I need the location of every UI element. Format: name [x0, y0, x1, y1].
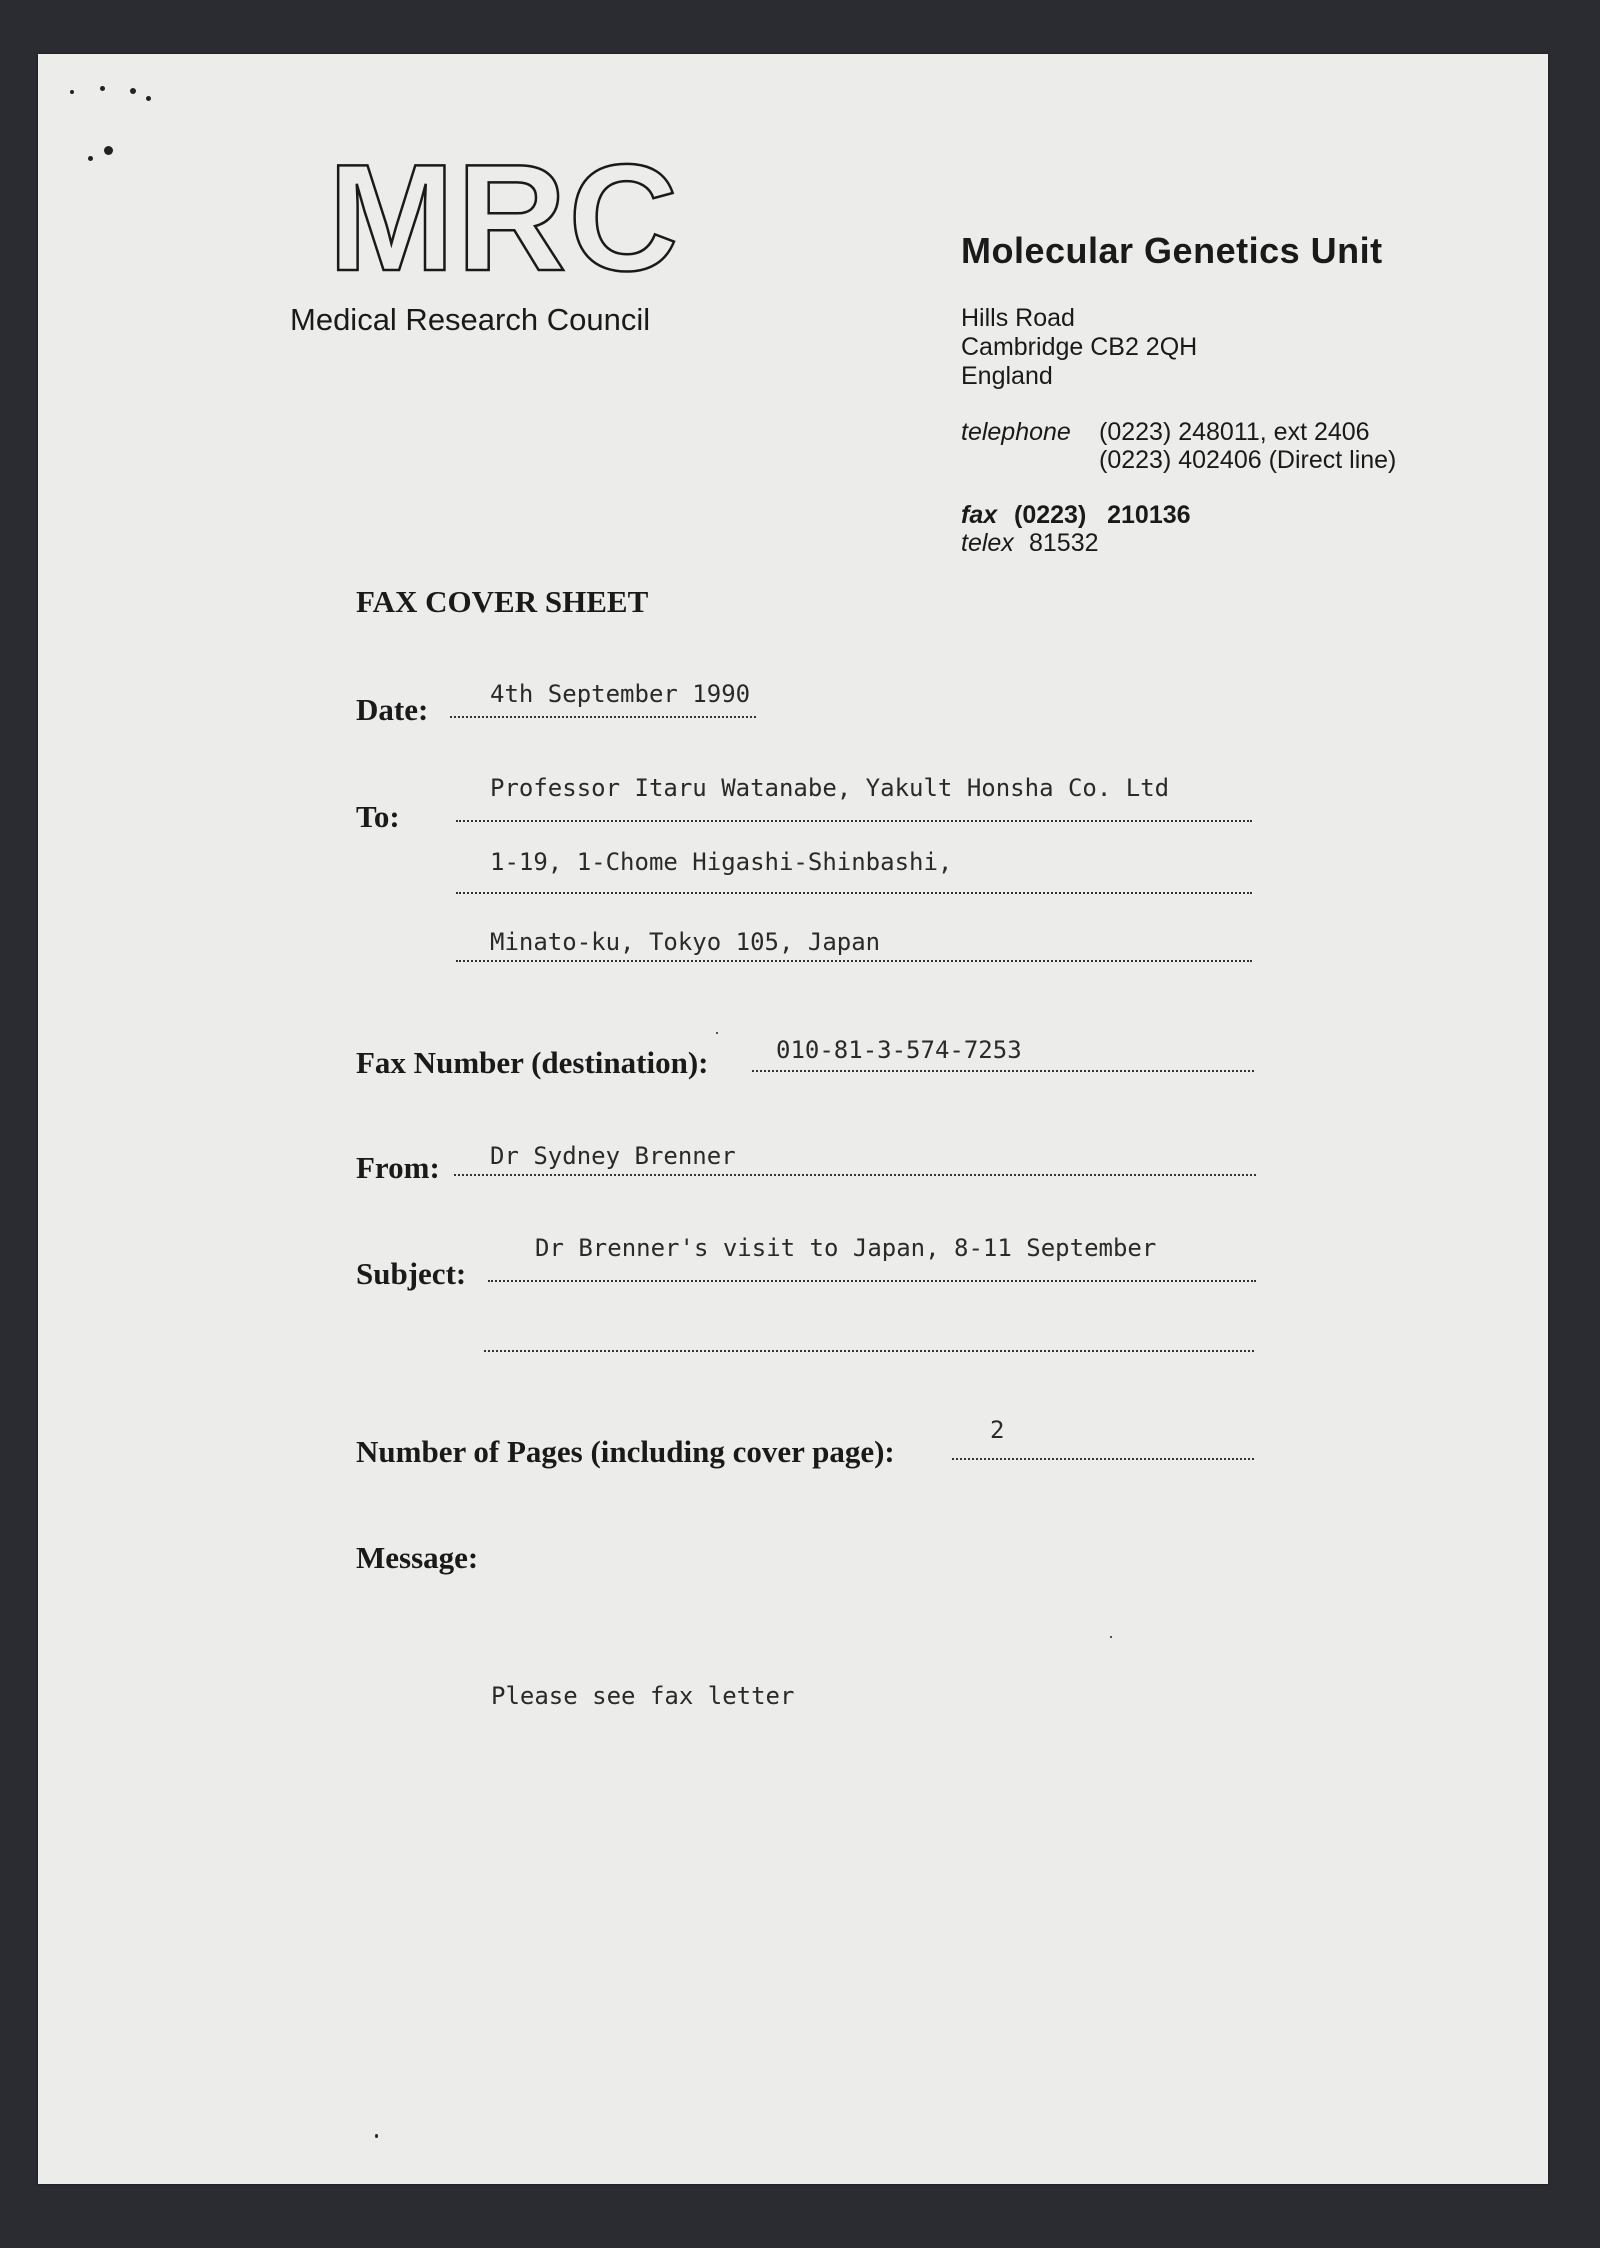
telephone-label: telephone	[961, 418, 1071, 446]
ink-speck	[104, 146, 113, 155]
mrc-logo: MRC	[328, 133, 681, 303]
to-field-line-1	[456, 820, 1252, 822]
fax-cover-sheet	[38, 54, 1548, 2184]
ink-speck	[100, 86, 105, 91]
pages-value: 2	[990, 1416, 1005, 1444]
from-field-line	[454, 1174, 1256, 1176]
message-label: Message:	[356, 1540, 479, 1575]
ink-speck	[88, 156, 93, 161]
subject-value: Dr Brenner's visit to Japan, 8-11 September	[535, 1234, 1157, 1262]
address-line-2: Cambridge CB2 2QH	[961, 333, 1198, 361]
address-line-3: England	[961, 362, 1053, 390]
date-value: 4th September 1990	[490, 680, 751, 708]
pages-label: Number of Pages (including cover page):	[356, 1434, 895, 1469]
unit-title: Molecular Genetics Unit	[961, 230, 1383, 271]
form-title: FAX COVER SHEET	[356, 584, 649, 619]
telephone-number-2: (0223) 402406 (Direct line)	[1099, 446, 1397, 474]
telex-number: 81532	[1029, 529, 1099, 557]
to-field-line-2	[456, 892, 1252, 894]
subject-field-line-2	[484, 1350, 1254, 1352]
from-label: From:	[356, 1150, 440, 1185]
ink-speck	[130, 88, 136, 94]
ink-speck	[1110, 1636, 1112, 1638]
message-value: Please see fax letter	[491, 1682, 795, 1710]
ink-speck	[716, 1032, 718, 1034]
to-line-1: Professor Itaru Watanabe, Yakult Honsha Co. Ltd	[490, 774, 1170, 802]
date-label: Date:	[356, 692, 429, 727]
to-line-3: Minato-ku, Tokyo 105, Japan	[490, 928, 881, 956]
fax-number-label: Fax Number (destination):	[356, 1045, 709, 1080]
pages-field-line	[952, 1458, 1254, 1460]
to-field-line-3	[456, 960, 1252, 962]
ink-speck	[375, 2134, 378, 2138]
telephone-number-1: (0223) 248011, ext 2406	[1099, 418, 1370, 446]
telex-label: telex	[961, 529, 1014, 557]
subject-label: Subject:	[356, 1256, 467, 1291]
from-value: Dr Sydney Brenner	[490, 1142, 736, 1170]
subject-field-line-1	[488, 1280, 1256, 1282]
ink-speck	[70, 90, 74, 94]
to-label: To:	[356, 799, 400, 834]
date-field-line	[450, 716, 756, 718]
address-line-1: Hills Road	[961, 304, 1075, 332]
to-line-2: 1-19, 1-Chome Higashi-Shinbashi,	[490, 848, 953, 876]
fax-header-number: (0223) 210136	[1014, 501, 1191, 529]
fax-number-value: 010-81-3-574-7253	[776, 1036, 1022, 1064]
ink-speck	[146, 96, 151, 101]
organisation-name: Medical Research Council	[290, 302, 651, 337]
fax-label: fax	[961, 501, 998, 529]
fax-number-field-line	[752, 1070, 1254, 1072]
